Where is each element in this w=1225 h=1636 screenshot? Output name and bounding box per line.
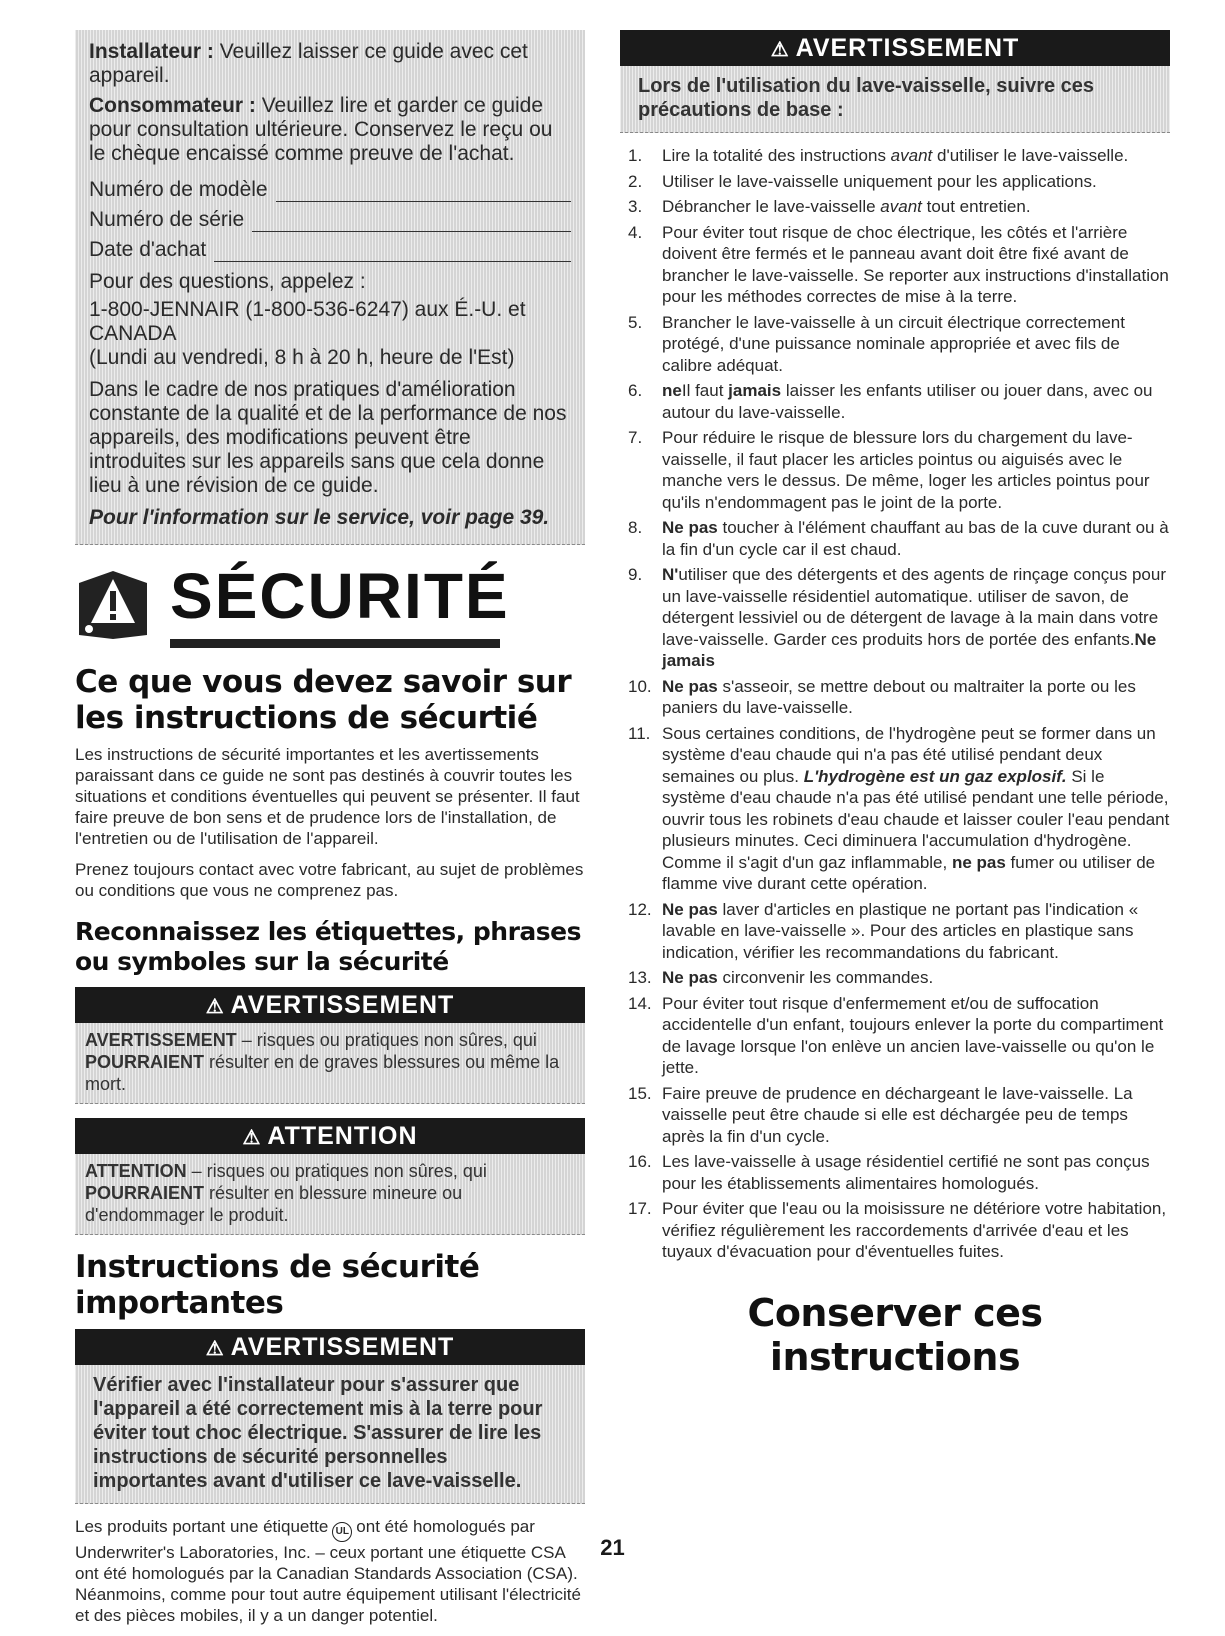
serial-number-line	[252, 213, 571, 232]
caution-bar	[75, 1118, 585, 1154]
page-number: 21	[600, 1535, 625, 1560]
item-number: 8.	[628, 518, 643, 537]
precaution-item	[620, 676, 1170, 719]
grounding-warning-box	[75, 1329, 585, 1504]
precautions-bar-title: AVERTISSEMENT	[795, 34, 1020, 62]
precaution-item	[620, 723, 1170, 895]
item-text: Débrancher le lave-vaisselle	[662, 197, 881, 216]
ul-csa-paragraph	[75, 1516, 585, 1626]
item-text: jamais	[728, 381, 782, 400]
caution-text-1: – risques ou pratiques non sûres, qui	[186, 1161, 487, 1181]
item-text: utiliser que des détergents et des agents de rinçage conçus pour un lave-vaisselle résidentiel automatique.	[662, 565, 1166, 606]
precaution-item	[620, 196, 1170, 218]
item-text: Il	[681, 381, 696, 400]
consumer-text: Veuillez lire et garder ce guide pour consultation ultérieure. Conservez le reçu ou le chèque encaissé comme preuve de l'achat.	[89, 94, 553, 165]
item-number: 13.	[628, 968, 652, 987]
contact-paragraph: Prenez toujours contact avec votre fabricant, au sujet de problèmes ou conditions que vous ne comprenez pas.	[75, 860, 584, 900]
item-text: Ne jamais	[662, 629, 1157, 670]
item-text: Les lave-vaisselle à usage résidentiel certifié ne sont pas conçus pour les établissements alimentaires homologués.	[662, 1152, 1150, 1193]
item-text: avant	[890, 146, 933, 165]
caution-definition-text	[75, 1154, 585, 1235]
precaution-item	[620, 171, 1170, 193]
item-number: 17.	[628, 1199, 652, 1218]
warning-could-term: POURRAIENT	[85, 1052, 205, 1072]
installer-text: Veuillez laisser ce guide avec cet appareil.	[89, 40, 528, 87]
item-text: Si le système d'eau chaude n'a pas été utilisé pendant une telle période, ouvrir tous les robinets d'eau chaude et laisser couler l'eau pendant plusieurs minutes. Ceci diminuera l'accumulation d'hydrogène. Comme il s'agit d'un gaz inflammable,	[662, 766, 1170, 872]
grounding-triangle-icon: ⚠	[205, 1338, 225, 1360]
installer-label: Installateur :	[89, 40, 214, 63]
title-underline	[170, 639, 500, 648]
ul-text-pre: Les produits portant une étiquette	[75, 1517, 329, 1536]
warning-bar	[75, 987, 585, 1023]
precaution-item	[620, 1151, 1170, 1194]
item-text: fumer ou utiliser de flamme vive durant cette opération.	[662, 852, 1156, 893]
item-text: N'	[662, 565, 679, 584]
caution-could-term: POURRAIENT	[85, 1183, 205, 1203]
item-text: Utiliser le lave-vaisselle uniquement pour les applications.	[662, 171, 1097, 191]
item-number: 12.	[628, 899, 652, 919]
precaution-item	[620, 993, 1170, 1079]
serial-number-label: Numéro de série	[89, 208, 245, 231]
item-text: Lire la totalité des instructions	[662, 146, 891, 165]
model-number-label: Numéro de modèle	[89, 178, 268, 201]
item-number: 7.	[628, 428, 643, 447]
item-number: 15.	[628, 1083, 652, 1103]
item-text: Ne pas	[662, 968, 718, 987]
important-instructions-heading: Instructions de sécurité importantes	[75, 1249, 480, 1321]
item-text: Pour éviter tout risque d'enfermement et/ou de suffocation accidentelle d'un enfant, toujours enlever la porte du compartiment de lavage lorsque l'on enlève un ancien lave-vaisselle ou qu'on le jette.	[662, 993, 1164, 1077]
basic-precautions-box	[620, 30, 1170, 133]
item-number: 2.	[628, 171, 643, 191]
precaution-item	[620, 1198, 1170, 1263]
item-text: Pour réduire le risque de blessure lors du chargement du lave-vaisselle, il faut placer les articles pointus ou aiguisés avec le manche vers le dessus. De même, loger les articles pointus pour qu'ils n'endommagent pas le joint de la porte.	[662, 428, 1150, 512]
left-column	[75, 30, 585, 1636]
grounding-bar-title: AVERTISSEMENT	[230, 1333, 455, 1361]
warning-triangle-icon: ⚠	[205, 996, 225, 1018]
item-number: 1.	[628, 146, 643, 165]
item-text: Ne pas	[662, 518, 718, 537]
item-number: 16.	[628, 1152, 652, 1171]
questions-text: Pour des questions, appelez :	[89, 270, 366, 293]
consumer-label: Consommateur :	[89, 94, 256, 117]
item-text: s'asseoir, se mettre debout ou maltraiter la porte ou les paniers du lave-vaisselle.	[662, 676, 1136, 717]
warning-definition-box	[75, 987, 585, 1104]
improvement-text: Dans le cadre de nos pratiques d'amélioration constante de la qualité et de la performance de nos appareils, des modifications peuvent être introduites sur les appareils sans que cela donne lieu à une révision de ce guide.	[89, 378, 567, 497]
item-text: Pour éviter tout risque de choc électrique, les côtés et l'arrière doivent être fermés et le panneau avant doit être fixé avant de brancher le lave-vaisselle. Se reporter aux instructions d'installation pour les méthodes correctes de mise à la terre.	[662, 222, 1169, 306]
warning-book-icon	[75, 565, 151, 641]
recognize-heading: Reconnaissez les étiquettes, phrases ou symboles sur la sécurité	[75, 917, 581, 976]
caution-definition-box	[75, 1118, 585, 1235]
precautions-list	[620, 145, 1170, 1263]
item-text: laver d'articles en plastique ne portant pas l'indication « lavable en lave-vaisselle ». Pour des articles en plastique sans indication, vérifier les recommandations du fabricant.	[662, 899, 1139, 962]
purchase-date-line	[214, 243, 571, 262]
precaution-item	[620, 222, 1170, 308]
item-text: Ne pas	[662, 899, 718, 919]
ul-text-post: ont été homologués par Underwriter's Laboratories, Inc. – ceux portant une étiquette CSA ont été homologués par la Canadian Standards Association (CSA). Néanmoins, comme pour tout autre équipement utilisant l'électricité et des pièces mobiles, il y a un danger potentiel.	[75, 1517, 581, 1625]
precaution-item	[620, 899, 1170, 964]
precaution-item	[620, 427, 1170, 513]
owner-info-box	[75, 30, 585, 545]
item-text: toucher à l'élément chauffant au bas de la cuve durant ou à la fin d'un cycle car il est chaud.	[662, 518, 1169, 559]
item-text: avant	[880, 197, 922, 216]
item-text: Ne pas	[662, 676, 718, 696]
item-text: Faire preuve de prudence en déchargeant le lave-vaisselle. La vaisselle peut être chaude si elle est déchargée peu de temps après la fin d'un cycle.	[662, 1083, 1133, 1146]
precautions-intro: Lors de l'utilisation du lave-vaisselle, suivre ces précautions de base :	[620, 66, 1170, 133]
phone-text: 1-800-JENNAIR (1-800-536-6247) aux É.-U. et CANADA	[89, 298, 526, 345]
warning-term: AVERTISSEMENT	[85, 1030, 237, 1050]
precaution-item	[620, 145, 1170, 167]
precaution-item	[620, 517, 1170, 560]
precaution-item	[620, 967, 1170, 989]
item-text: faut	[695, 381, 729, 400]
precaution-item	[620, 312, 1170, 377]
purchase-date-label: Date d'achat	[89, 238, 207, 261]
item-text: ne	[662, 381, 682, 400]
what-to-know-heading: Ce que vous devez savoir sur les instructions de sécurtié	[75, 664, 572, 736]
item-number: 10.	[628, 676, 652, 696]
item-text: ne pas	[951, 852, 1006, 872]
item-text: tout entretien.	[921, 197, 1031, 216]
item-number: 6.	[628, 381, 643, 400]
model-number-line	[276, 183, 571, 202]
caution-bar-title: ATTENTION	[267, 1122, 418, 1150]
item-text: L'hydrogène est un gaz explosif.	[803, 766, 1067, 786]
save-instructions-title: Conserver ces instructions	[747, 1290, 1043, 1379]
precaution-item	[620, 380, 1170, 423]
item-number: 3.	[628, 197, 643, 216]
precaution-item	[620, 564, 1170, 672]
warning-definition-text	[75, 1023, 585, 1104]
item-text: utiliser de savon, de détergent lessiviel ou de détergent de lavage à la main dans votre lave-vaisselle. Garder ces produits hors de portée des enfants.	[662, 586, 1159, 649]
right-column	[620, 30, 1170, 1379]
precaution-item	[620, 1083, 1170, 1148]
hours-text: (Lundi au vendredi, 8 h à 20 h, heure de l'Est)	[89, 346, 515, 369]
security-title: SÉCURITÉ	[170, 560, 510, 632]
ul-listed-icon: UL	[332, 1522, 352, 1542]
item-text: laisser les enfants utiliser ou jouer dans, avec ou autour du lave-vaisselle.	[662, 381, 1153, 422]
warning-bar-title: AVERTISSEMENT	[230, 991, 455, 1019]
service-note: Pour l'information sur le service, voir page 39.	[89, 506, 550, 529]
grounding-warning-text: Vérifier avec l'installateur pour s'assurer que l'appareil a été correctement mis à la terre pour éviter tout choc électrique. S'assurer de lire les instructions de sécurité personnelles importantes avant d'utiliser ce lave-vaisselle.	[75, 1365, 585, 1504]
item-number: 14.	[628, 993, 652, 1013]
item-number: 4.	[628, 222, 643, 242]
precautions-warning-bar	[620, 30, 1170, 66]
warning-text-1: – risques ou pratiques non sûres, qui	[236, 1030, 537, 1050]
caution-text-2: résulter en blessure mineure ou d'endommager le produit.	[85, 1183, 463, 1225]
item-text: d'utiliser le lave-vaisselle.	[932, 146, 1129, 165]
item-text: circonvenir les commandes.	[717, 968, 934, 987]
item-text: Pour éviter que l'eau ou la moisissure ne détériore votre habitation, vérifiez régulièrement les raccordements d'arrivée d'eau et les tuyaux d'évacuation pour d'éventuelles fuites.	[662, 1199, 1167, 1261]
caution-triangle-icon: ⚠	[242, 1127, 262, 1149]
precautions-triangle-icon: ⚠	[770, 39, 790, 61]
item-number: 9.	[628, 565, 643, 584]
grounding-warning-bar	[75, 1329, 585, 1365]
caution-term: ATTENTION	[85, 1161, 187, 1181]
item-number: 11.	[628, 723, 651, 743]
security-title-block	[75, 559, 585, 654]
item-text: Sous certaines conditions, de l'hydrogène peut se former dans un système d'eau chaude qui n'a pas été utilisé pendant deux semaines ou plus.	[662, 723, 1156, 786]
warning-text-2: résulter en de graves blessures ou même la mort.	[85, 1052, 560, 1094]
item-number: 5.	[628, 312, 643, 332]
item-text: Brancher le lave-vaisselle à un circuit électrique correctement protégé, d'une puissance nominale appropriée et avec fils de calibre adéquat.	[662, 312, 1125, 375]
intro-paragraph: Les instructions de sécurité importantes et les avertissements paraissant dans ce guide ne sont pas destinés à couvrir toutes les situations et conditions éventuelles qui peuvent se présenter. Il faut faire preuve de bon sens et de prudence lors de l'installation, de l'entretien ou de l'utilisation de l'appareil.	[75, 745, 580, 848]
